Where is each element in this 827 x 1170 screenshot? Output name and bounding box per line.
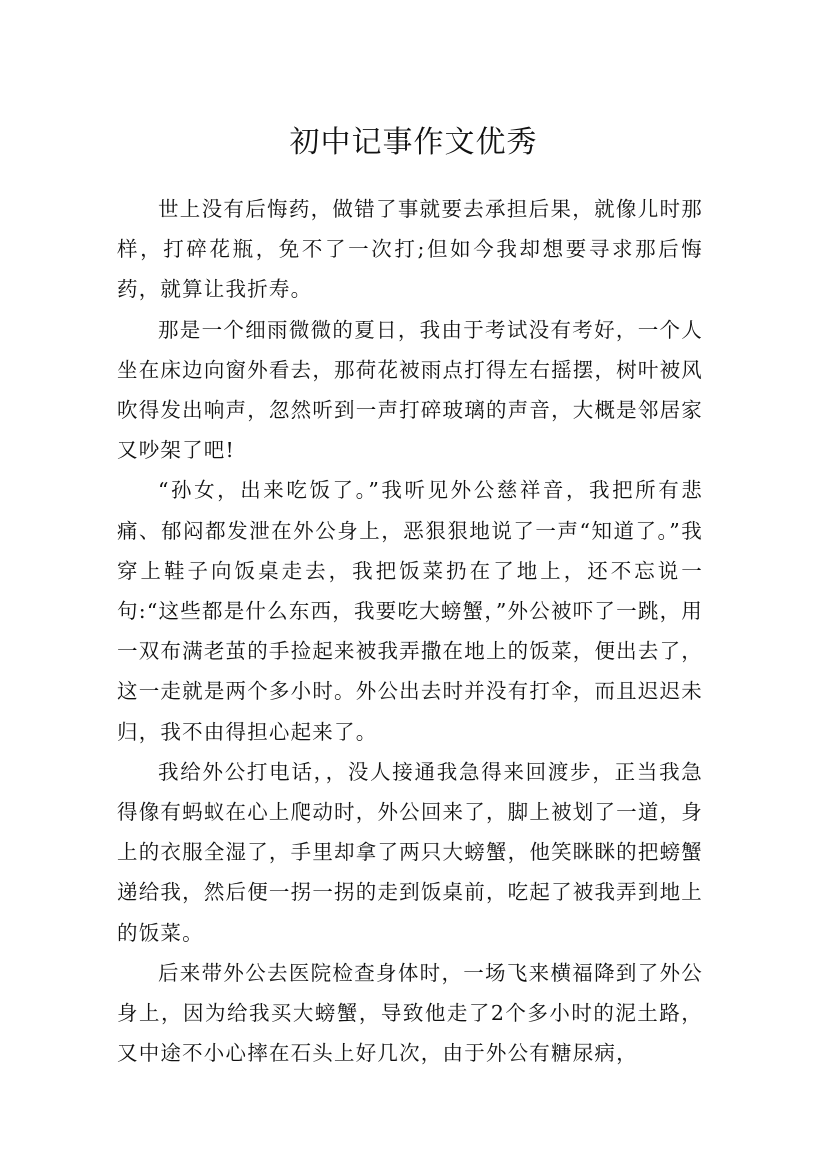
paragraph-1: 世上没有后悔药，做错了事就要去承担后果，就像儿时那样，打碎花瓶，免不了一次打;但如今我却想要寻求那后悔药，就算让我折寿。: [117, 197, 703, 302]
paragraph-5: 后来带外公去医院检查身体时，一场飞来横福降到了外公身上，因为给我买大螃蟹，导致他走了2个多小时的泥土路，又中途不小心摔在石头上好几次，由于外公有糖尿病，: [117, 960, 703, 1066]
document-body: [117, 189, 703, 1073]
paragraph-3: “孙女，出来吃饭了。”我听见外公慈祥音，我把所有悲痛、郁闷都发泄在外公身上，恶狠狠地说了一声“知道了。”我穿上鞋子向饭桌走去，我把饭菜扔在了地上，还不忘说一句:“这些都是什么东西，我要吃大螃蟹，”外公被吓了一跳，用一双布满老茧的手捡起来被我弄撒在地上的饭菜，便出去了，这一走就是两个多小时。外公出去时并没有打伞，而且迟迟未归，我不由得担心起来了。: [117, 478, 703, 744]
document-title: 初中记事作文优秀: [289, 125, 538, 161]
paragraph-4: 我给外公打电话，，没人接通我急得来回渡步，正当我急得像有蚂蚁在心上爬动时，外公回来了，脚上被划了一道，身上的衣服全湿了，手里却拿了两只大螃蟹，他笑眯眯的把螃蟹递给我，然后便一拐一拐的走到饭桌前，吃起了被我弄到地上的饭菜。: [117, 759, 703, 945]
paragraph-2: 那是一个细雨微微的夏日，我由于考试没有考好，一个人坐在床边向窗外看去，那荷花被雨点打得左右摇摆，树叶被风吹得发出响声，忽然听到一声打碎玻璃的声音，大概是邻居家又吵架了吧!: [117, 317, 703, 463]
